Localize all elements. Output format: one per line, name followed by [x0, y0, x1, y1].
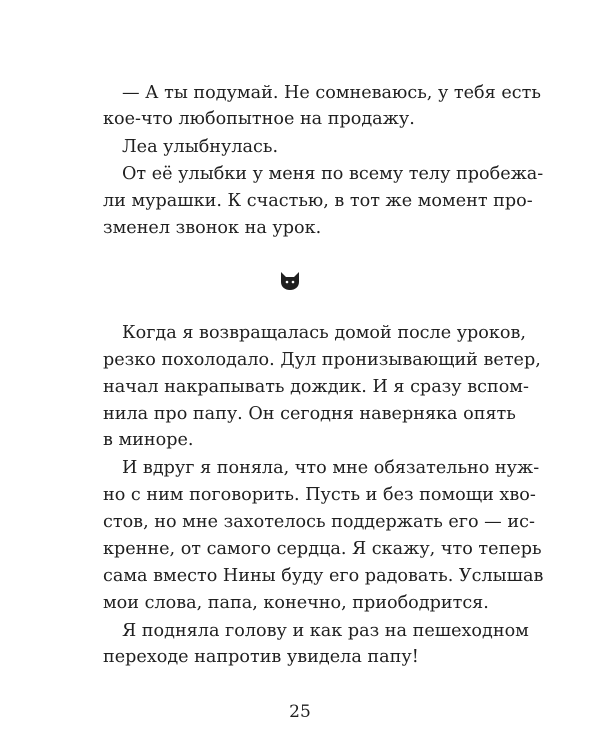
- text-line: От её улыбки у меня по всему телу пробежа-: [122, 164, 544, 184]
- text-line: нила про папу. Он сегодня наверняка опять: [103, 404, 516, 424]
- text-line: но с ним поговорить. Пусть и без помощи хво-: [103, 485, 536, 505]
- text-line: Когда я возвращалась домой после уроков,: [122, 323, 526, 343]
- cat-face-icon: [278, 268, 302, 292]
- text-line: начал накрапывать дождик. И я сразу вспом-: [103, 377, 529, 397]
- text-line: кренне, от самого сердца. Я скажу, что теперь: [103, 539, 542, 559]
- text-line: в миноре.: [103, 430, 194, 450]
- text-line: — А ты подумай. Не сомневаюсь, у тебя есть: [122, 83, 541, 103]
- text-line: стов, но мне захотелось поддержать его — ис-: [103, 512, 535, 532]
- text-line: мои слова, папа, конечно, приободрится.: [103, 593, 489, 613]
- text-line: сама вместо Нины буду его радовать. Услышав: [103, 566, 544, 586]
- text-line: резко похолодало. Дул пронизывающий ветер,: [103, 350, 541, 370]
- text-line: Леа улыбнулась.: [122, 137, 279, 157]
- text-line: кое-что любопытное на продажу.: [103, 109, 415, 129]
- text-line: ли мурашки. К счастью, в тот же момент про-: [103, 191, 533, 211]
- text-line: переходе напротив увидела папу!: [103, 647, 419, 667]
- text-line: Я подняла голову и как раз на пешеходном: [122, 621, 529, 641]
- text-line: зменел звонок на урок.: [103, 218, 322, 238]
- text-line: И вдруг я поняла, что мне обязательно нуж-: [122, 458, 540, 478]
- page-number: 25: [289, 702, 311, 722]
